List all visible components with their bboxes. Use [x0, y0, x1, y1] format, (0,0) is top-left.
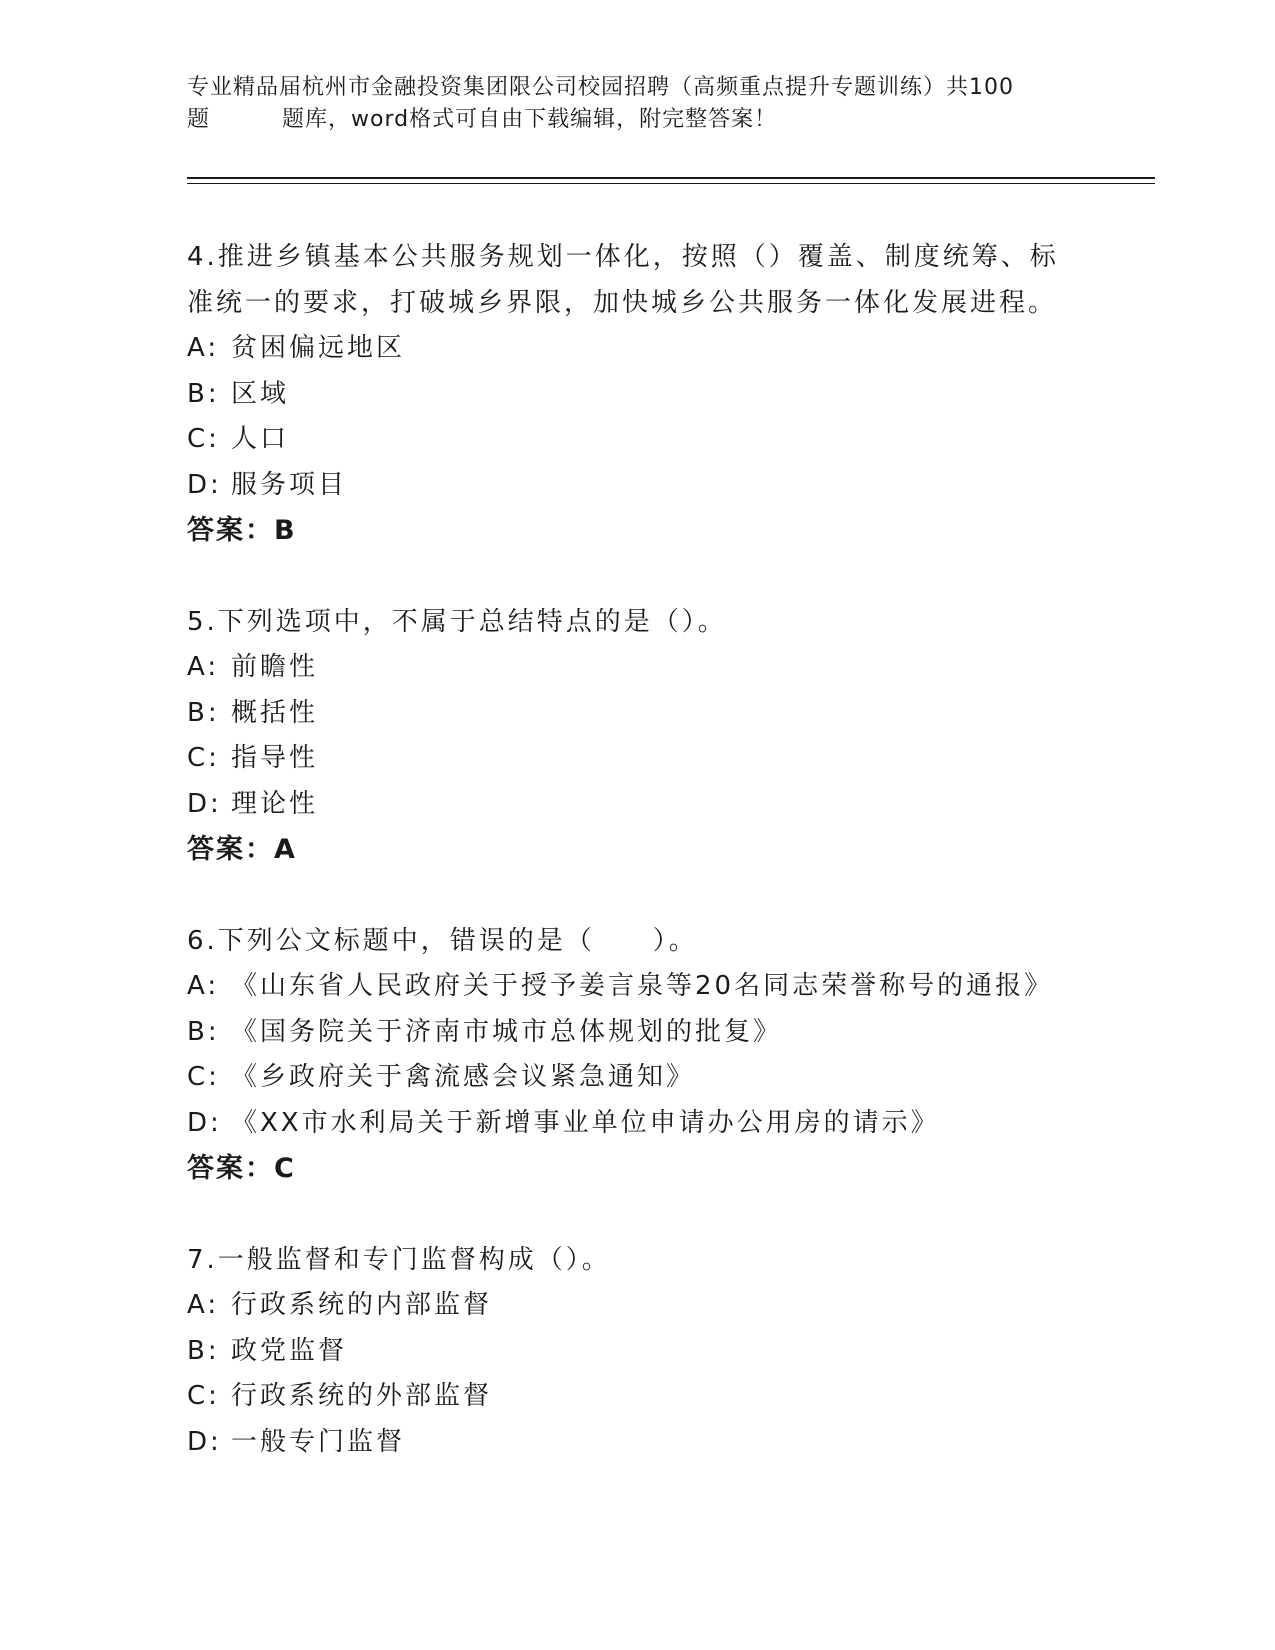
option-text: 《乡政府关于禽流感会议紧急通知》 [231, 1062, 696, 1092]
document-header [187, 72, 1087, 136]
option-row [187, 1283, 1087, 1329]
option-text: 理论性 [231, 788, 319, 819]
option-text: 服务项目 [231, 469, 348, 500]
option-text: 行政系统的外部监督 [231, 1381, 493, 1411]
option-text: 政党监督 [231, 1335, 348, 1366]
option-row [187, 326, 1087, 372]
option-letter: B: [187, 1016, 220, 1047]
question-list [187, 234, 1087, 1510]
option-letter: C: [187, 1381, 220, 1411]
option-text: 人口 [231, 424, 290, 454]
option-text: 行政系统的内部监督 [231, 1290, 493, 1320]
option-text: 《山东省人民政府关于授予姜言泉等20名同志荣誉称号的通报》 [231, 971, 1054, 1001]
question-stem: 4.推进乡镇基本公共服务规划一体化，按照（）覆盖、制度统筹、标 [187, 242, 1059, 272]
question-block [187, 918, 1087, 1192]
option-row [187, 1374, 1087, 1420]
option-text: 前瞻性 [231, 652, 319, 682]
answer-label: 答案：C [187, 1153, 296, 1184]
answer-label: 答案：B [187, 515, 297, 546]
option-letter: B: [187, 697, 220, 728]
option-text: 《国务院关于济南市城市总体规划的批复》 [231, 1016, 783, 1047]
option-row [187, 1329, 1087, 1375]
option-text: 《XX市水利局关于新增事业单位申请办公用房的请示》 [231, 1107, 940, 1138]
option-row [187, 463, 1087, 509]
option-row [187, 1420, 1087, 1466]
header-line-2-tail: 题库，word格式可自由下载编辑，附完整答案！ [282, 107, 778, 132]
question-block [187, 1237, 1087, 1465]
option-letter: C: [187, 1062, 220, 1092]
header-line-2-head: 题 [187, 107, 211, 132]
option-letter: A: [187, 333, 220, 363]
option-row [187, 964, 1087, 1010]
option-text: 一般专门监督 [231, 1426, 406, 1457]
option-letter: A: [187, 971, 220, 1001]
header-line-2 [187, 104, 1087, 136]
option-row [187, 1101, 1087, 1147]
question-stem: 6.下列公文标题中，错误的是（ ）。 [187, 926, 698, 956]
option-row [187, 782, 1087, 828]
option-text: 概括性 [231, 697, 319, 728]
option-letter: A: [187, 1290, 220, 1320]
option-text: 贫困偏远地区 [231, 333, 406, 363]
option-letter: B: [187, 1335, 220, 1366]
option-row [187, 645, 1087, 691]
option-row [187, 417, 1087, 463]
question-block [187, 599, 1087, 873]
option-text: 区域 [231, 378, 290, 409]
question-stem: 7.一般监督和专门监督构成（）。 [187, 1245, 611, 1275]
option-letter: D: [187, 1426, 222, 1457]
option-row [187, 1055, 1087, 1101]
option-letter: D: [187, 788, 222, 819]
header-divider-thick [187, 177, 1155, 179]
option-row [187, 372, 1087, 418]
option-letter: D: [187, 469, 222, 500]
option-row [187, 736, 1087, 782]
option-letter: D: [187, 1107, 222, 1138]
question-stem: 5.下列选项中，不属于总结特点的是（）。 [187, 607, 727, 637]
header-line-1: 专业精品届杭州市金融投资集团限公司校园招聘（高频重点提升专题训练）共100 [187, 75, 1014, 100]
answer-label: 答案：A [187, 834, 297, 865]
option-letter: C: [187, 743, 220, 773]
option-letter: B: [187, 378, 220, 409]
header-divider-thin [187, 183, 1155, 184]
option-letter: A: [187, 652, 220, 682]
question-block [187, 234, 1087, 554]
option-row [187, 691, 1087, 737]
option-row [187, 1010, 1087, 1056]
question-stem: 准统一的要求，打破城乡界限，加快城乡公共服务一体化发展进程。 [187, 288, 1058, 318]
option-text: 指导性 [231, 743, 319, 773]
option-letter: C: [187, 424, 220, 454]
